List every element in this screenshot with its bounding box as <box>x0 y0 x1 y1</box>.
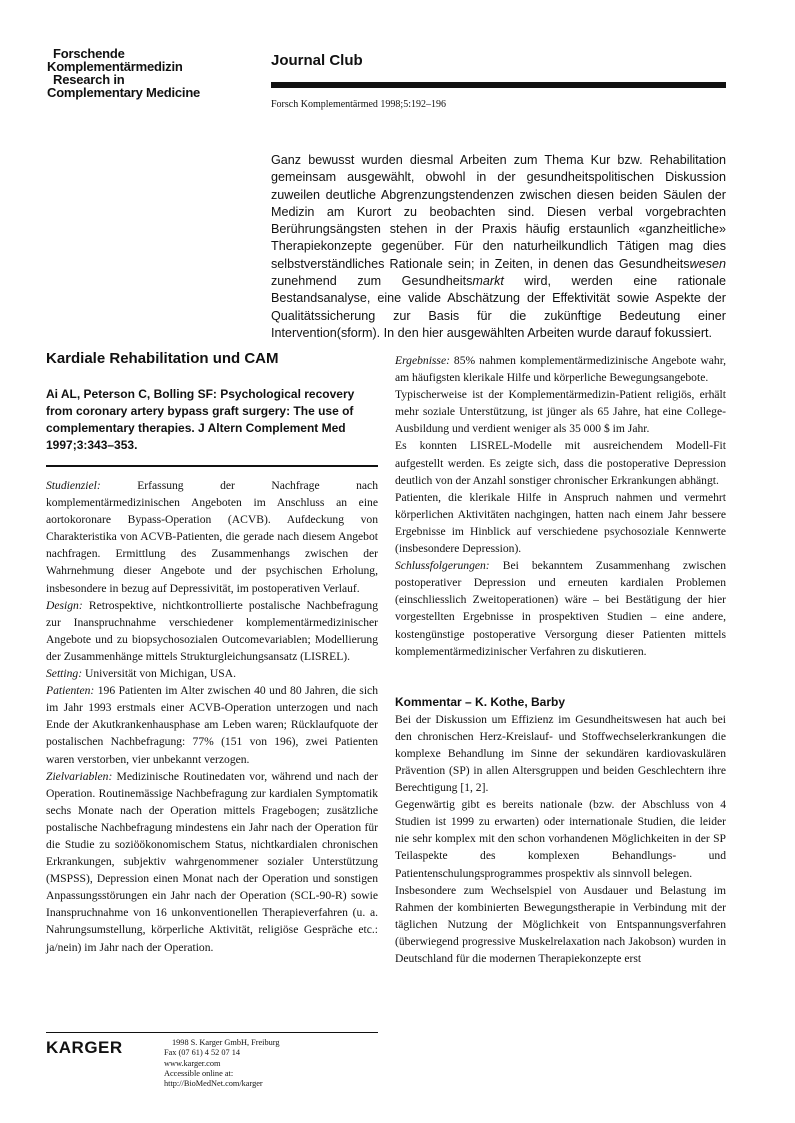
design-paragraph <box>46 597 378 665</box>
zielvariablen-text: Medizinische Routinedaten vor, während und nach der Operation. Routinemässige Nachbefragung zur kardialen Symptomatik sechs Monate nach der Operation mittels Fragebogen; zusätzliche postalische Nachbefragung mindestens ein Jahr nach der Operation für die Studie zu soziöökonomischem Status, nichtkardialen chronischen Erkrankungen, subjektiv wahrgenommener sozialer Unterstützung (MSPSS), Depression einen Monat nach der Operation und sonstigen Anpassungsstörungen ein Jahr nach der Operation (SCL-90-R) sowie Inanspruchnahme von 16 unkonventionellen Therapieverfahren (u. a. Nahrungsumstellung, körperliche Aktivität, religiöse Gespräche etc.: ja/nein) im Jahr nach der Operation. <box>46 769 378 954</box>
ergebnisse-text: 85% nahmen komplementärmedizinische Angebote wahr, am häufigsten klerikale Hilfe und körperliche Bewegungsangebote. <box>395 354 726 385</box>
logo-line-3: Research in <box>53 72 125 87</box>
section-heading: Journal Club <box>271 52 363 69</box>
intro-part-3: wird, werden eine rationale Bestandsanalyse, eine valide Abschätzung der Effektivität sowie Aspekte der Qualitätssicherung zur Basis für die zukünftige Bedeutung einer Intervention(sform). In den hier ausgewählten Arbeiten wurde darauf fokussiert. <box>271 274 726 340</box>
patienten-text: 196 Patienten im Alter zwischen 40 und 80 Jahren, die sich im Jahr 1993 erstmals einer ACVB-Operation unterzogen und nach Ende der Akutkrankenhausphase am Leben waren; Rücklaufquote der postalischen Nachbefragung: 77% (151 von 196), zwei Patienten waren verstorben, vier unbekannt verzogen. <box>46 684 378 766</box>
schluss-text: Bei bekanntem Zusammenhang zwischen postoperativer Depression und erneuten kardialen Problemen (einschliesslich Zweitoperationen) wäre – bei Bestätigung der hier vorgestellten Ergebnisse in prospektiven Studien – eine andere, kostengünstige postoperative Versorgung dieser Patienten mittels komplementärmedizinischer Verfahren zu diskutieren. <box>395 559 726 658</box>
kommentar-paragraph-1: Bei der Diskussion um Effizienz im Gesundheitswesen hat auch bei den chronischen Herz-Kreislauf- und Stoffwechselerkrankungen die komplexe Behandlung im Sinne der sekundären kardiovaskulären Prävention (SP) in allen Altersgruppen und beiden Geschlechtern ihre Berechtigung [1, 2]. <box>395 712 726 795</box>
ergebnisse-paragraph <box>395 352 726 386</box>
patienten-label: Patienten: <box>46 684 95 698</box>
article-section-title: Kardiale Rehabilitation und CAM <box>46 350 279 367</box>
studienziel-paragraph <box>46 477 378 597</box>
right-column <box>395 352 726 967</box>
article-title: Ai AL, Peterson C, Bolling SF: Psychological recovery from coronary artery bypass graft surgery: The use of complementary therapies. J Altern Complement Med 1997;3:343–353. <box>46 387 355 452</box>
footer-rule <box>46 1032 378 1033</box>
studienziel-text: Erfassung der Nachfrage nach komplementärmedizinischen Angeboten im Anschluss an eine aortokoronare Bypass-Operation (ACVB). Aufdeckung von Charakteristika von ACVB-Patienten, die gerade nach diesem Angebot nachfragen. Ermittlung des Zusammenhangs zwischen der Wahrnehmung dieser Angebote und der psychischen Erholung, insbesondere in bezug auf Depressivität, im postoperativen Verlauf. <box>46 479 378 595</box>
ergebnisse-label: Ergebnisse: <box>395 354 450 367</box>
intro-paragraph <box>271 152 726 342</box>
publisher-logo: KARGER <box>46 1038 123 1057</box>
article-title-rule <box>46 465 378 467</box>
citation: Forsch Komplementärmed 1998;5:192–196 <box>271 99 446 110</box>
accessible-line: Accessible online at: <box>164 1068 234 1078</box>
logo-line-4: Complementary Medicine <box>47 85 201 100</box>
left-column <box>46 350 378 956</box>
copyright-line: 1998 S. Karger GmbH, Freiburg <box>172 1038 280 1047</box>
kommentar-title: Kommentar – K. Kothe, Barby <box>395 694 566 709</box>
setting-text: Universität von Michigan, USA. <box>82 667 236 681</box>
zielvariablen-paragraph <box>46 768 378 956</box>
fax-line: Fax (07 61) 4 52 07 14 <box>164 1048 241 1058</box>
ergebnisse-paragraph-4: Patienten, die klerikale Hilfe in Anspruch nahmen und vermehrt körperlichen Aktivitäten nachgingen, hatten nach einem Jahr bessere Ergebnisse im Hinblick auf verschiedene psychosoziale Kennwerte (insbesondere Depression). <box>395 490 726 556</box>
logo-line-2: Komplementärmedizin <box>47 59 183 74</box>
logo-line-1: Forschende <box>53 46 125 61</box>
kommentar-paragraph-2: Gegenwärtig gibt es bereits nationale (bzw. der Abschluss von 4 Studien ist 1999 zu erwarten) oder internationale Studien, die leider nie sehr komplex mit den schon vorhandenen Möglichkeiten in der SP Teilaspekte des komplexen Behandlungs- und Patientenschulungsprogrammes prospektiv als sinnvoll belegen. <box>395 798 726 880</box>
intro-part-1: Ganz bewusst wurden diesmal Arbeiten zum Thema Kur bzw. Rehabilitation gemeinsam ausgewählt, obwohl in der gesundheitspolitischen Diskussion zuweilen deutliche Abgrenzungstendenzen zwischen diesen beiden Säulen der Medizin am Kurort zu beobachten sind. Diesen verbal vorgebrachten Berührungsängsten stehen in der Praxis häufig erstaunlich «ganzheitliche» Therapiekonzepte gegenüber. Für den naturheilkundlich Tätigen mag dies selbstverständliches Rationale sein; in Zeiten, in denen das Gesundheits <box>271 153 726 271</box>
web-link[interactable]: www.karger.com <box>164 1058 221 1068</box>
header-rule <box>271 82 726 88</box>
patienten-paragraph <box>46 682 378 767</box>
setting-paragraph <box>46 665 378 682</box>
schluss-label: Schlussfolgerungen: <box>395 559 490 573</box>
design-text: Retrospektive, nichtkontrollierte postalische Nachbefragung zur Inanspruchnahme verschiedener komplementärmedizinischer Angebote und zu biopsychosozialen Outcomevariablen; Modellierung der Zusammenhänge mittels Strukturgleichungsansatz (LISREL). <box>46 598 378 663</box>
intro-em-1: wesen <box>689 256 726 271</box>
schluss-paragraph <box>395 557 726 660</box>
zielvariablen-label: Zielvariablen: <box>46 769 113 783</box>
online-link[interactable]: http://BioMedNet.com/karger <box>164 1079 263 1089</box>
publisher-info <box>164 1038 280 1089</box>
design-label: Design: <box>46 598 83 612</box>
setting-label: Setting: <box>46 667 83 681</box>
ergebnisse-paragraph-3: Es konnten LISREL-Modelle mit ausreichendem Modell-Fit aufgestellt werden. Es zeigte sich, dass die postoperative Depression deutlich von der Anzahl sonstiger chronischer Erkrankungen abhängt. <box>395 439 726 487</box>
intro-em-2: markt <box>472 274 504 289</box>
ergebnisse-paragraph-2: Typischerweise ist der Komplementärmedizin-Patient religiös, erhält mehr soziale Unterstützung, ist jünger als 65 Jahre, hat eine College-Ausbildung und verdient weniger als 35 000 $ im Jahr. <box>395 388 726 436</box>
intro-text <box>271 152 726 342</box>
journal-logo <box>47 47 200 99</box>
kommentar-paragraph-3: Insbesondere zum Wechselspiel von Ausdauer und Belastung im Rahmen der kombinierten Bewegungstherapie in Verbindung mit der täglichen Nutzung der Möglichkeit von Entspannungsverfahren (überwiegend progressive Muskelrelaxation nach Jakobson) wurden in Deutschland für die modernen Therapiekonzepte erst <box>395 883 726 965</box>
intro-part-2: zunehmend zum Gesundheits <box>271 274 473 289</box>
studienziel-label: Studienziel: <box>46 479 101 492</box>
